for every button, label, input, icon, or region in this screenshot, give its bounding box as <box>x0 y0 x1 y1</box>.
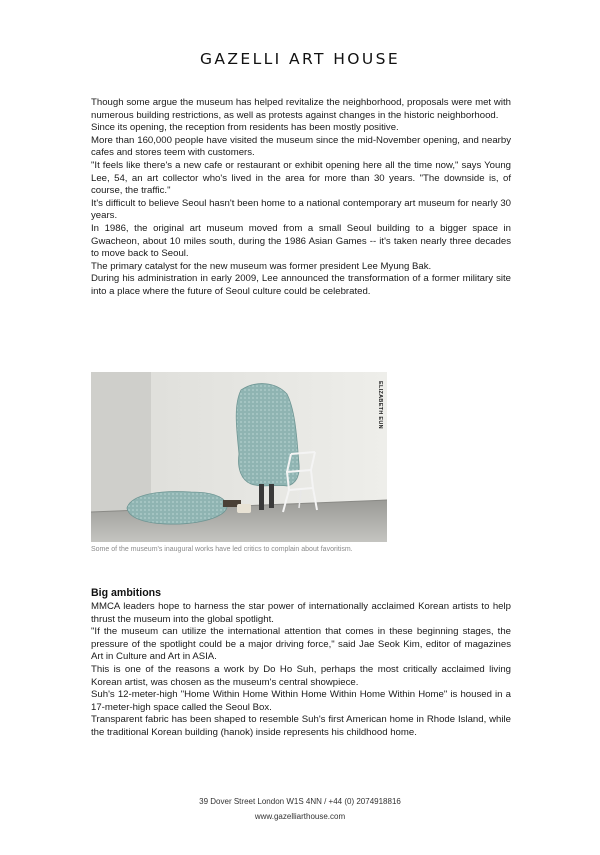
paragraph: During his administration in early 2009, Lee announced the transformation of a former military site into a place where the future of Seoul culture could be celebrated. <box>91 273 511 297</box>
footer-address: 39 Dover Street London W1S 4NN / +44 (0) 2074918816 <box>199 797 401 806</box>
page-title: GAZELLI ART HOUSE <box>199 50 401 68</box>
artwork-photo-image <box>91 372 387 542</box>
paragraph: Since its opening, the reception from residents has been mostly positive. <box>91 122 399 134</box>
paragraph: "If the museum can utilize the international attention that comes in these beginning stages, the pressure of the spotlight could be a major driving force," said Jae Seok Kim, editor of magazines Art in Culture and Art in ASIA. <box>91 626 511 663</box>
artwork-photo <box>91 372 387 542</box>
paragraph: In 1986, the original art museum moved from a small Seoul building to a bigger space in Gwacheon, about 10 miles south, during the 1986 Asian Games -- it's taken nearly three decades to move back to Seoul. <box>91 222 511 260</box>
photo-caption: Some of the museum's inaugural works have led critics to complain about favoritism. <box>91 546 353 553</box>
section-text <box>91 601 511 740</box>
paragraph: Transparent fabric has been shaped to resemble Suh's first American home in Rhode Island, while the traditional Korean building (hanok) inside represents his childhood home. <box>91 714 511 738</box>
paragraph: MMCA leaders hope to harness the star power of internationally acclaimed Korean artists to help thrust the museum into the global spotlight. <box>91 601 511 625</box>
photo-credit <box>375 375 385 435</box>
paragraph: It's difficult to believe Seoul hasn't been home to a national contemporary art museum for nearly 30 years. <box>91 197 511 222</box>
paragraph: Suh's 12-meter-high "Home Within Home Within Home Within Home Within Home" is housed in a 17-meter-high space called the Seoul Box. <box>91 689 511 713</box>
photo-credit-text: ELIZABETH EUN <box>377 381 383 429</box>
paragraph: The primary catalyst for the new museum was former president Lee Myung Bak. <box>91 260 432 272</box>
intro-text <box>91 97 511 299</box>
paragraph: Though some argue the museum has helped revitalize the neighborhood, proposals were met with numerous building restrictions, as well as protests against changes in the historic neighborhood. <box>91 97 511 121</box>
paragraph: More than 160,000 people have visited the museum since the mid-November opening, and nearby cafes and stores teem with customers. <box>91 134 511 159</box>
footer-website-link[interactable]: www.gazelliarthouse.com <box>254 812 346 821</box>
paragraph: "It feels like there's a new cafe or restaurant or exhibit opening here all the time now," says Young Lee, 54, an art collector who's lived in the area for more than 30 years. "The downside is, of course, the traffic." <box>91 159 511 197</box>
paragraph: This is one of the reasons a work by Do Ho Suh, perhaps the most critically acclaimed living Korean artist, was chosen as the museum's central showpiece. <box>91 663 511 688</box>
section-heading: Big ambitions <box>91 587 162 599</box>
